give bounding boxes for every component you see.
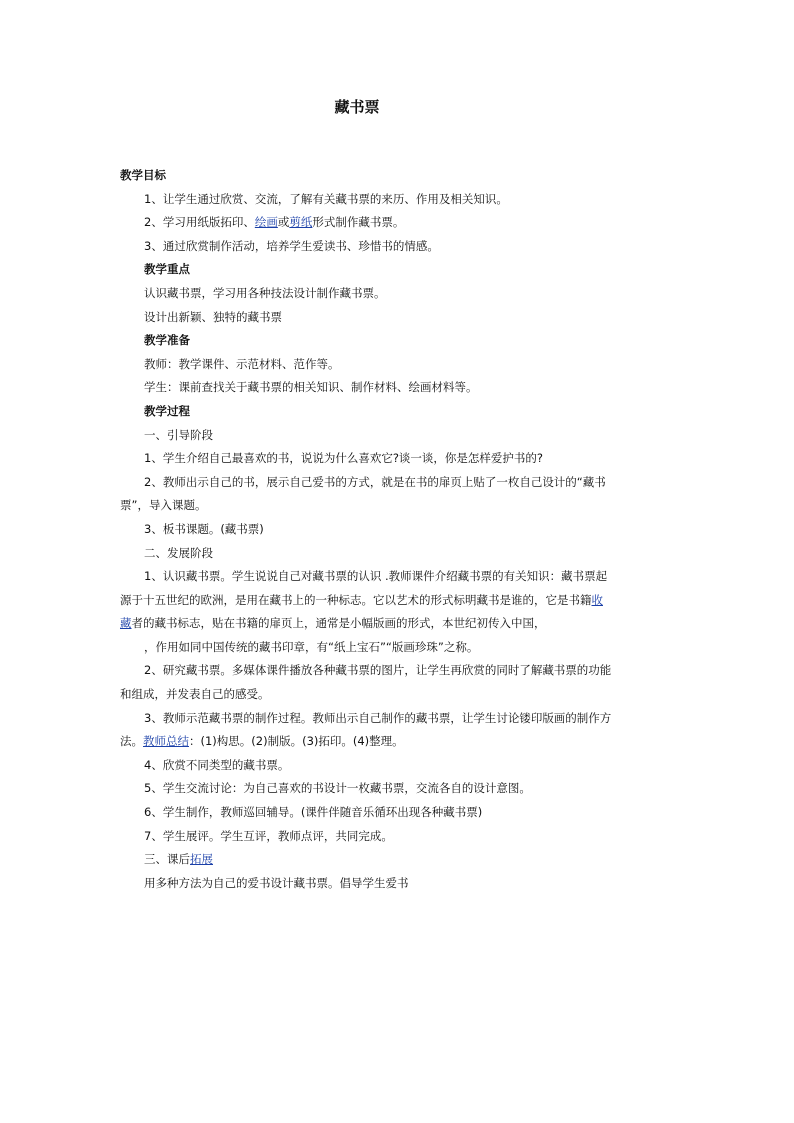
paragraph: 教师：教学课件、示范材料、范作等。	[144, 356, 340, 371]
paragraph-continued: 票”，导入课题。	[120, 498, 207, 513]
paragraph: 设计出新颖、独特的藏书票	[144, 309, 282, 324]
paragraph: 认识藏书票，学习用各种技法设计制作藏书票。	[144, 285, 386, 300]
link-teacher-summary[interactable]: 教师总结	[143, 734, 189, 749]
text-run: 三、课后	[144, 852, 190, 867]
paragraph-continued	[120, 730, 660, 754]
goal-item: 1、让学生通过欣赏、交流，了解有关藏书票的来历、作用及相关知识。	[144, 191, 508, 206]
text-run: 形式制作藏书票。	[312, 215, 405, 230]
text-run: 法。	[120, 734, 143, 749]
paragraph: 3、板书课题。(藏书票)	[144, 521, 264, 536]
text-run: ：(1)构思。(2)制版。(3)拓印。(4)整理。	[189, 734, 404, 749]
text-run: 2、学习用纸版拓印、	[144, 215, 255, 230]
section-heading-goals: 教学目标	[120, 168, 166, 182]
document-body	[120, 164, 660, 895]
section-heading-key: 教学重点	[144, 262, 190, 277]
paragraph: 1、认识藏书票。学生说说自己对藏书票的认识 .教师课件介绍藏书票的有关知识：藏书票起	[144, 569, 608, 584]
paragraph: 用多种方法为自己的爱书设计藏书票。倡导学生爱书	[144, 875, 409, 890]
link-extension[interactable]: 拓展	[190, 852, 213, 867]
paragraph: 2、研究藏书票。多媒体课件播放各种藏书票的图片，让学生再欣赏的同时了解藏书票的功能	[144, 663, 612, 678]
stage-heading	[120, 848, 660, 872]
paragraph: 2、教师出示自己的书，展示自己爱书的方式，就是在书的扉页上贴了一枚自己设计的“藏书	[144, 474, 606, 489]
stage-heading: 一、引导阶段	[144, 427, 213, 442]
link-papercut[interactable]: 剪纸	[289, 215, 313, 230]
goal-item	[120, 211, 660, 235]
stage-heading: 二、发展阶段	[144, 545, 213, 560]
paragraph: 5、学生交流讨论：为自己喜欢的书设计一枚藏书票，交流各自的设计意图。	[144, 781, 531, 796]
paragraph: 学生：课前查找关于藏书票的相关知识、制作材料、绘画材料等。	[144, 380, 478, 395]
text-run: 者的藏书标志，贴在书籍的扉页上，通常是小幅版画的形式，本世纪初传入中国，	[131, 616, 546, 631]
paragraph: 4、欣赏不同类型的藏书票。	[144, 757, 290, 772]
text-run: 源于十五世纪的欧洲，是用在藏书上的一种标志。它以艺术的形式标明藏书是谁的，它是书籍	[120, 592, 592, 607]
link-collection[interactable]: 藏	[120, 616, 132, 631]
paragraph-continued: 和组成，并发表自己的感受。	[120, 687, 270, 702]
section-heading-prep: 教学准备	[144, 333, 190, 348]
link-collection[interactable]: 收	[591, 592, 603, 607]
paragraph: 7、学生展评。学生互评，教师点评，共同完成。	[144, 828, 393, 843]
paragraph-continued	[120, 589, 660, 613]
paragraph-continued	[120, 612, 660, 636]
page-title: 藏书票	[334, 98, 380, 116]
paragraph: 1、学生介绍自己最喜欢的书，说说为什么喜欢它?谈一谈，你是怎样爱护书的?	[144, 451, 544, 466]
paragraph: ，作用如同中国传统的藏书印章，有“纸上宝石”“版画珍珠”之称。	[144, 639, 479, 654]
paragraph: 6、学生制作，教师巡回辅导。(课件伴随音乐循环出现各种藏书票)	[144, 805, 483, 820]
paragraph: 3、教师示范藏书票的制作过程。教师出示自己制作的藏书票，让学生讨论镂印版画的制作方	[144, 710, 612, 725]
section-heading-process: 教学过程	[144, 403, 190, 418]
link-painting[interactable]: 绘画	[254, 215, 278, 230]
goal-item: 3、通过欣赏制作活动，培养学生爱读书、珍惜书的情感。	[144, 238, 439, 253]
text-run: 或	[277, 215, 290, 230]
